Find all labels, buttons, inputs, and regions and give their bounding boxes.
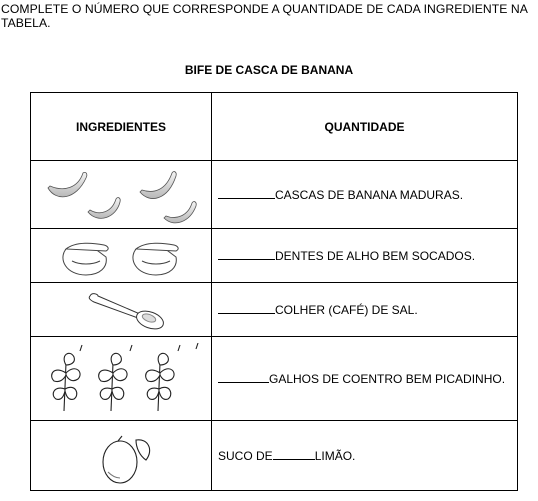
quantity-blank[interactable] xyxy=(218,197,275,199)
garlic-clove-icon xyxy=(36,231,206,281)
quantity-cell xyxy=(212,229,518,283)
table-row xyxy=(31,161,518,229)
ingredient-image-cell xyxy=(31,229,212,283)
quantity-cell xyxy=(212,161,518,229)
quantity-blank[interactable] xyxy=(218,381,269,383)
ingredient-image-cell xyxy=(31,421,212,491)
quantity-label: CASCAS DE BANANA MADURAS. xyxy=(275,187,464,202)
table-header-row xyxy=(31,93,518,161)
ingredients-table xyxy=(30,92,518,491)
header-quantity: QUANTIDADE xyxy=(212,93,518,161)
ingredient-image-cell xyxy=(31,161,212,229)
quantity-cell xyxy=(212,421,518,491)
ingredient-image-cell xyxy=(31,283,212,337)
table-row xyxy=(31,337,518,421)
quantity-cell xyxy=(212,283,518,337)
banana-icon xyxy=(36,162,206,228)
table-row xyxy=(31,421,518,491)
quantity-blank[interactable] xyxy=(273,458,315,460)
quantity-blank[interactable] xyxy=(218,312,275,314)
quantity-prefix: SUCO DE xyxy=(218,448,273,463)
quantity-cell xyxy=(212,337,518,421)
spoon-icon xyxy=(36,286,206,334)
quantity-blank[interactable] xyxy=(218,258,275,260)
quantity-label: COLHER (CAFÉ) DE SAL. xyxy=(275,302,418,317)
quantity-label: LIMÃO. xyxy=(314,448,356,463)
lemon-icon xyxy=(36,424,206,488)
quantity-label: GALHOS DE COENTRO BEM PICADINHO. xyxy=(269,371,506,386)
quantity-label: DENTES DE ALHO BEM SOCADOS. xyxy=(275,248,476,263)
header-ingredients: INGREDIENTES xyxy=(31,93,212,161)
instructions-text: COMPLETE O NÚMERO QUE CORRESPONDE A QUANTIDADE DE CADA INGREDIENTE NA TABELA. xyxy=(1,2,528,30)
table-row xyxy=(31,229,518,283)
table-row xyxy=(31,283,518,337)
coriander-sprig-icon xyxy=(36,343,206,415)
recipe-title: BIFE DE CASCA DE BANANA xyxy=(184,63,354,77)
ingredient-image-cell xyxy=(31,337,212,421)
